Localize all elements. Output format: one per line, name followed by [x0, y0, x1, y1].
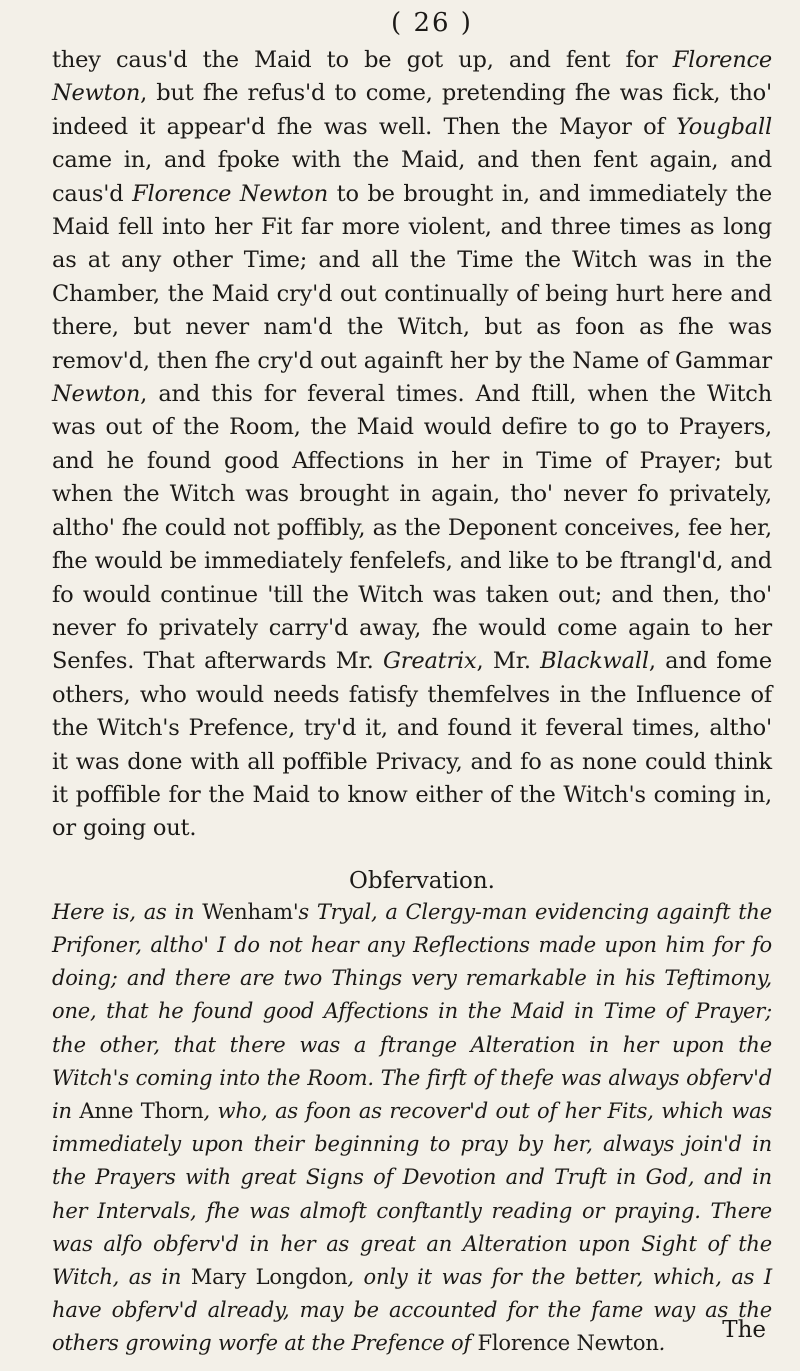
paragraph1-segment: , Mr. — [476, 648, 541, 675]
observation-segment: , only it was for the better, which, as I have obferv'd already, may be accounted for the fame way as the others growing worfe at the Prefence of — [52, 1264, 773, 1356]
paragraph1-segment: they caus'd the Maid to be got up, and fent for — [52, 47, 673, 73]
observation-segment: Mary Longdon — [190, 1264, 348, 1289]
paragraph1-segment: Yougball — [676, 113, 772, 140]
page-number: ( 26 ) — [391, 8, 473, 38]
paragraph1-segment: to be brought in, and immediately the Maid fell into her Fit far more violent, and three times as long as at any other Time; and all the Time the Witch was in the Chamber, the Maid cry'd out continually of being hurt here and there, but never nam'd the Witch, but as foon as fhe was remov'd, then fhe cry'd out againft her by the Name of Gammar — [52, 180, 772, 374]
observation-segment: Anne Thorn — [79, 1098, 204, 1123]
observation-segment: 's Tryal, a Clergy-man evidencing againft the Prifoner, altho' I do not hear any Reflections made upon him for fo doing; and there are two Things very remarkable in his Teftimony, one, that he found good Affections in the Maid in Time of Prayer; the other, that there was a ftrange Alteration in her upon the Witch's coming into the Room. The firft of thefe was always obferv'd in — [52, 899, 772, 1123]
observation-segment: Florence Newton — [477, 1331, 659, 1356]
observation-segment: . — [658, 1331, 666, 1356]
paragraph1-segment: Blackwall — [540, 648, 649, 675]
paragraph1-segment: , and this for feveral times. And ftill, when the Witch was out of the Room, the Maid would defire to go to Prayers, and he found good Affections in her in Time of Prayer; but when the Witch was brought in again, tho' never fo privately, altho' fhe could not poffibly, as the Deponent conceives, fee her, fhe would be immediately fenfelefs, and like to be ftrangl'd, and fo would continue 'till the Witch was taken out; and then, tho' never fo privately carry'd away, fhe would come again to her Senfes. That afterwards Mr. — [52, 381, 772, 675]
paragraph1-segment: Florence Newton — [132, 180, 329, 207]
paragraph1-segment: came in, and fpoke with the Maid, and then fent again, and caus'd — [52, 147, 772, 207]
observation-segment: , who, as foon as recover'd out of her Fits, which was immediately upon their beginning to pray by her, always join'd in the Prayers with great Signs of Devotion and Truft in God, and in her Intervals, fhe was almoft conftantly reading or praying. There was alfo obferv'd in her as great an Alteration upon Sight of the Witch, as in — [52, 1098, 772, 1289]
observation-segment: Here is, as in — [52, 899, 203, 924]
observation-segment: Wenham — [202, 899, 293, 924]
catchword: The — [722, 1317, 766, 1343]
paragraph1-segment: , but fhe refus'd to come, pretending fhe was fick, tho' indeed it appear'd fhe was well. Then the Mayor of — [52, 80, 772, 140]
paragraph1-segment: Florence Newton — [52, 47, 772, 107]
deposition-paragraph — [52, 44, 772, 846]
paragraph1-segment: Newton — [52, 381, 141, 408]
paragraph1-segment: , and fome others, who would needs fatisfy themfelves in the Influence of the Witch's Prefence, try'd it, and found it feveral times, altho' it was done with all poffible Privacy, and fo as none could think it poffible for the Maid to know either of the Witch's coming in, or going out. — [52, 648, 773, 842]
paragraph1-segment: Greatrix — [383, 648, 477, 675]
observation-paragraph — [52, 896, 772, 1361]
section-heading: Obfervation. — [349, 867, 495, 894]
